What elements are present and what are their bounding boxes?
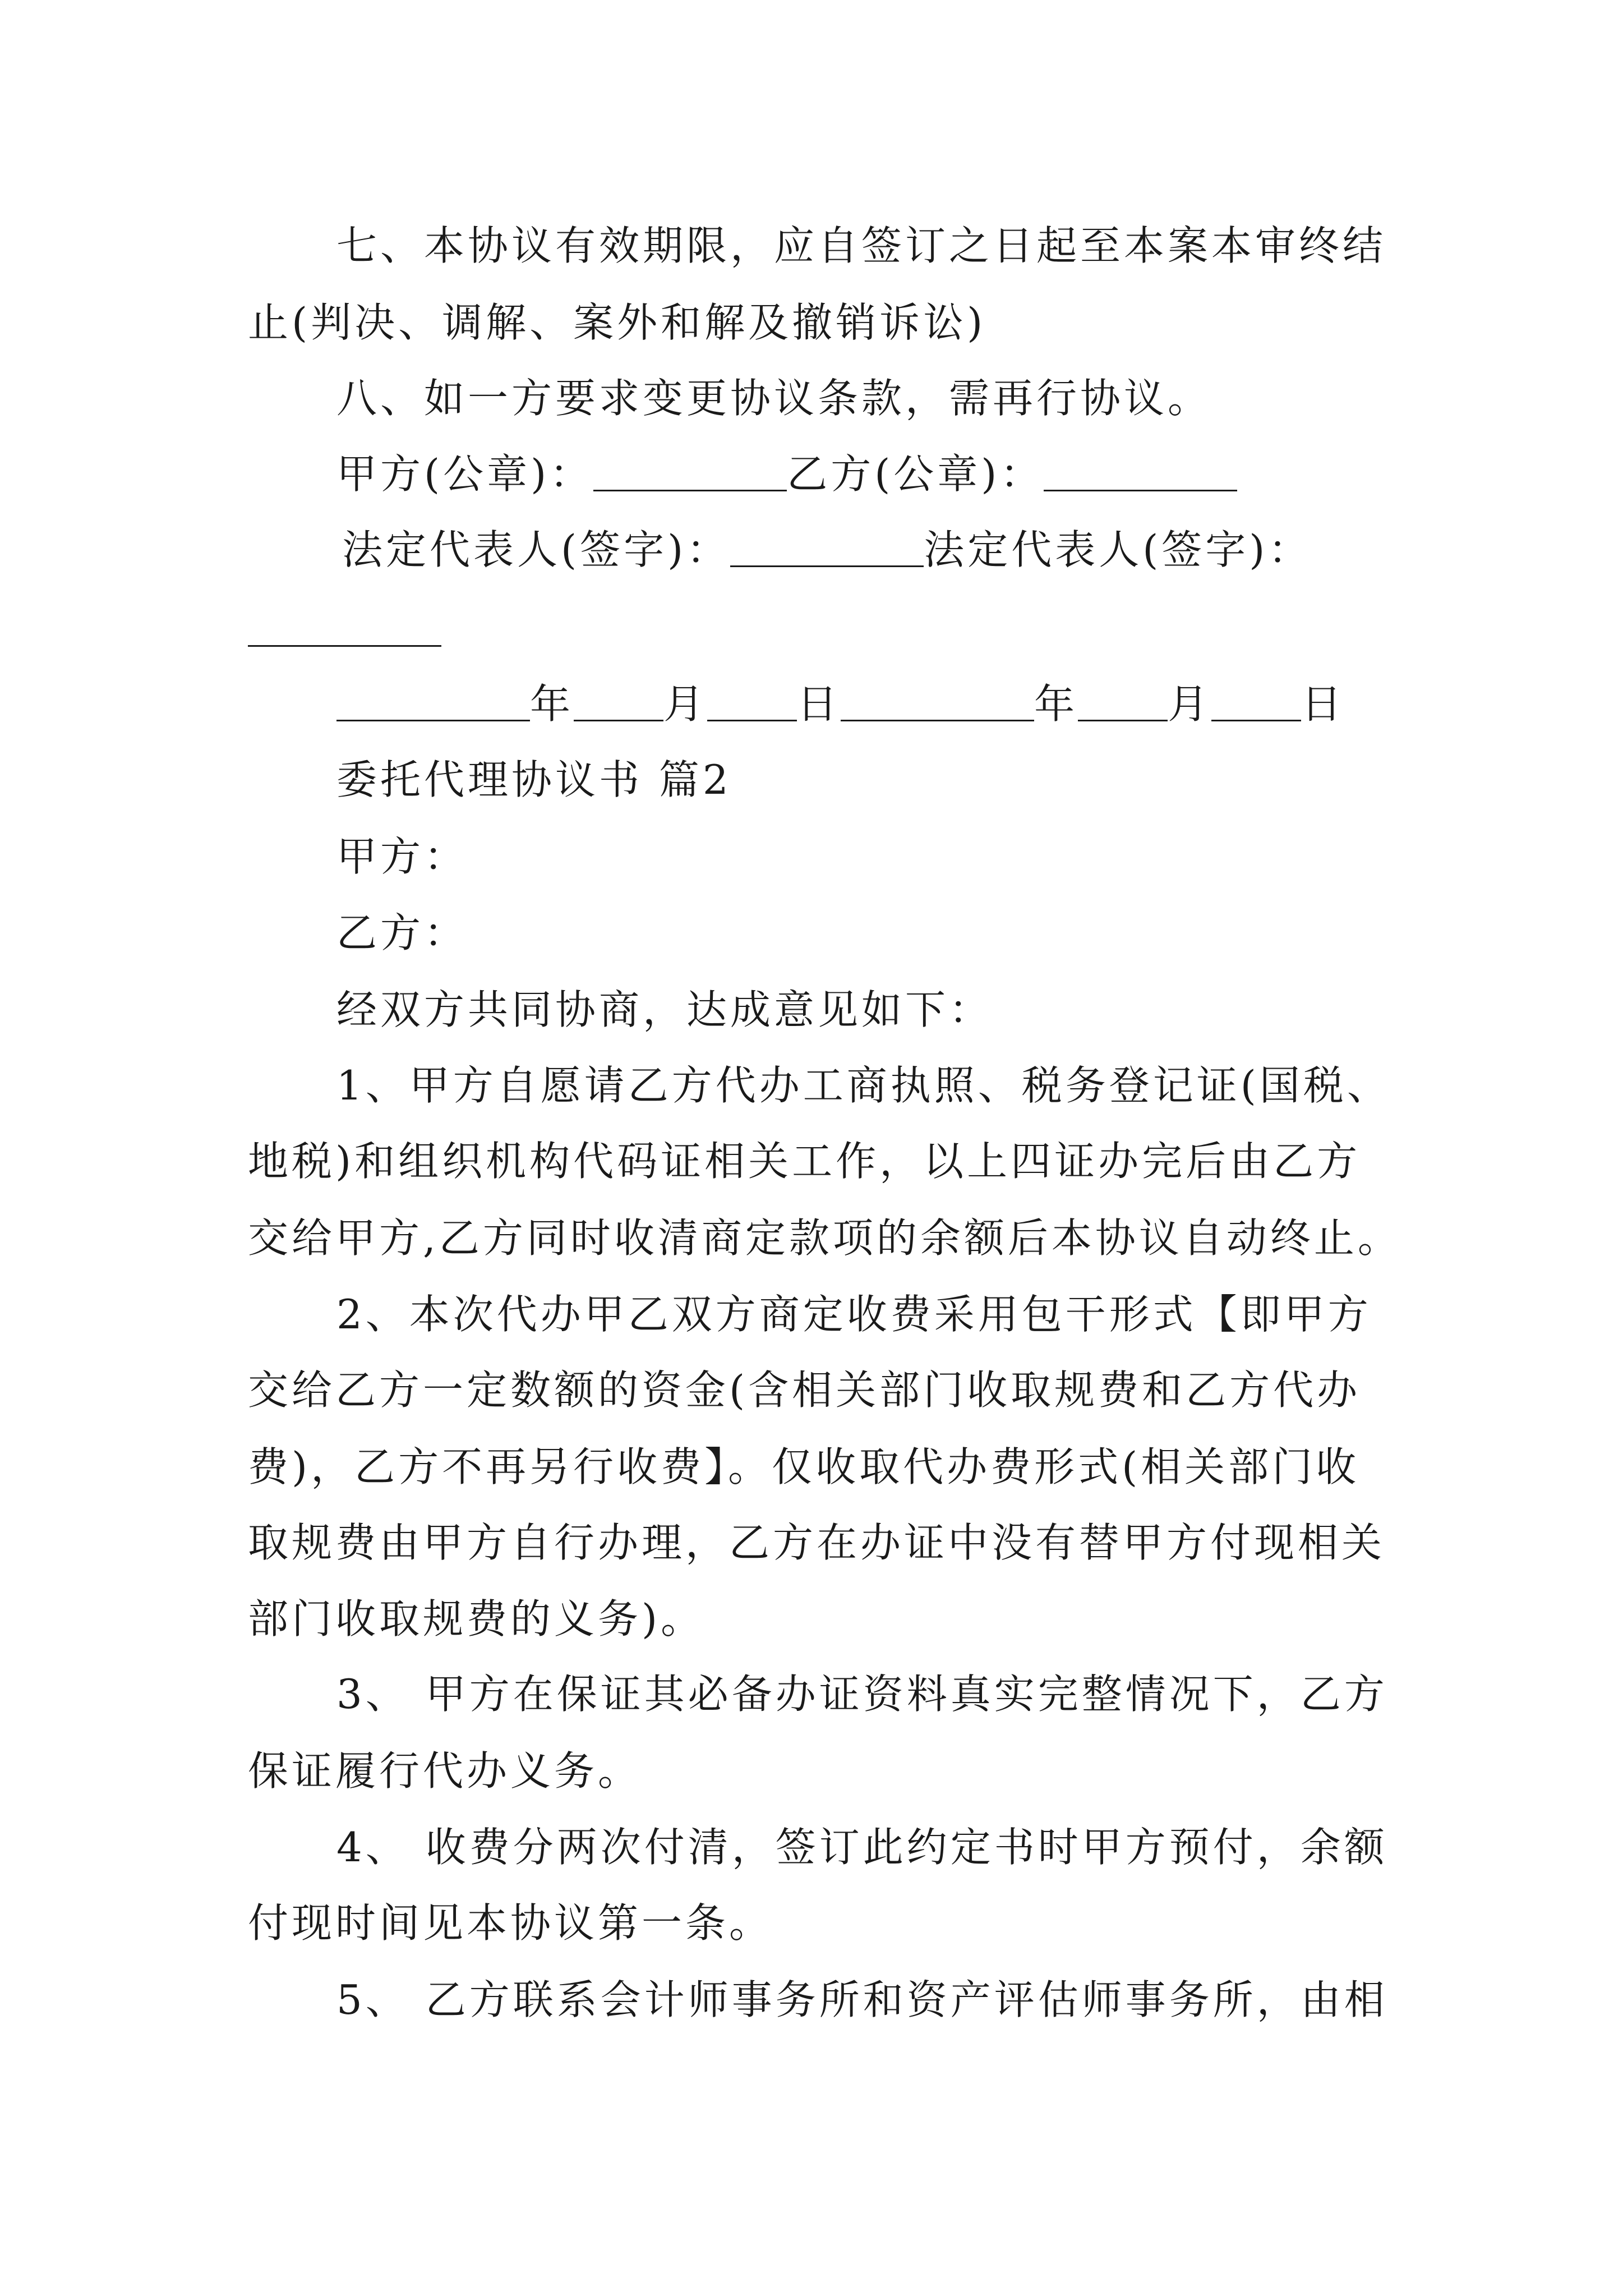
section-2-title: 委托代理协议书 篇2	[336, 756, 732, 803]
clause-4-line-2: 付现时间见本协议第一条。	[248, 1899, 773, 1947]
party-a-label: 甲方：	[336, 833, 468, 880]
legal-rep-a-label: 法定代表人(签字)：	[342, 526, 731, 573]
date-a-month-label: 月	[663, 680, 708, 728]
clause-7-line-2: 止(判决、调解、案外和解及撤销诉讼)	[248, 299, 986, 346]
date-a-year-blank	[336, 720, 530, 721]
date-b-year-blank	[841, 720, 1034, 721]
clause-7-line-1: 七、本协议有效期限，应自签订之日起至本案本审终结	[336, 222, 1387, 269]
legal-rep-b-blank	[248, 645, 441, 647]
clause-8-line-1: 八、如一方要求变更协议条款，需再行协议。	[336, 375, 1212, 422]
clause-2-line-1: 2、本次代办甲乙双方商定收费采用包干形式【即甲方	[336, 1291, 1372, 1338]
date-a-year-label: 年	[530, 680, 574, 728]
legal-rep-b-label: 法定代表人(签字)：	[924, 526, 1312, 573]
date-b-month-blank	[1078, 720, 1168, 721]
date-row	[336, 676, 1345, 732]
clause-5-line-1: 5、 乙方联系会计师事务所和资产评估师事务所，由相	[336, 1976, 1388, 2023]
date-b-day-label: 日	[1301, 680, 1345, 728]
clause-3-line-1: 3、 甲方在保证其必备办证资料真实完整情况下，乙方	[336, 1671, 1388, 1718]
date-a-day-label: 日	[797, 680, 841, 728]
legal-rep-a-blank	[730, 565, 924, 567]
clause-1-line-3: 交给甲方,乙方同时收清商定款项的余额后本协议自动终止。	[248, 1214, 1401, 1262]
clause-2-line-2: 交给乙方一定数额的资金(含相关部门收取规费和乙方代办	[248, 1366, 1361, 1414]
clause-2-line-3: 费)，乙方不再另行收费】。仅收取代办费形式(相关部门收	[248, 1443, 1360, 1490]
legal-rep-row	[342, 522, 1312, 578]
date-b-year-label: 年	[1034, 680, 1078, 728]
clause-2-line-5: 部门收取规费的义务)。	[248, 1595, 705, 1642]
party-a-seal-blank	[593, 490, 787, 491]
clause-1-line-1: 1、甲方自愿请乙方代办工商执照、税务登记证(国税、	[336, 1062, 1391, 1109]
clause-1-line-2: 地税)和组织机构代码证相关工作，以上四证办完后由乙方	[248, 1138, 1361, 1185]
party-b-seal-blank	[1044, 490, 1237, 491]
date-b-month-label: 月	[1168, 680, 1212, 728]
clause-3-line-2: 保证履行代办义务。	[248, 1747, 642, 1795]
date-b-day-blank	[1211, 720, 1301, 721]
party-b-label: 乙方：	[336, 909, 468, 956]
date-a-month-blank	[574, 720, 663, 721]
clause-4-line-1: 4、 收费分两次付清，签订此约定书时甲方预付，余额	[336, 1824, 1388, 1871]
seal-row	[336, 446, 1237, 502]
date-a-day-blank	[707, 720, 797, 721]
party-a-seal-label: 甲方(公章)：	[336, 450, 594, 498]
clause-2-line-4: 取规费由甲方自行办理，乙方在办证中没有替甲方付现相关	[248, 1519, 1386, 1566]
party-b-seal-label: 乙方(公章)：	[787, 450, 1044, 498]
intro-text: 经双方共同协商，达成意见如下：	[336, 986, 993, 1033]
